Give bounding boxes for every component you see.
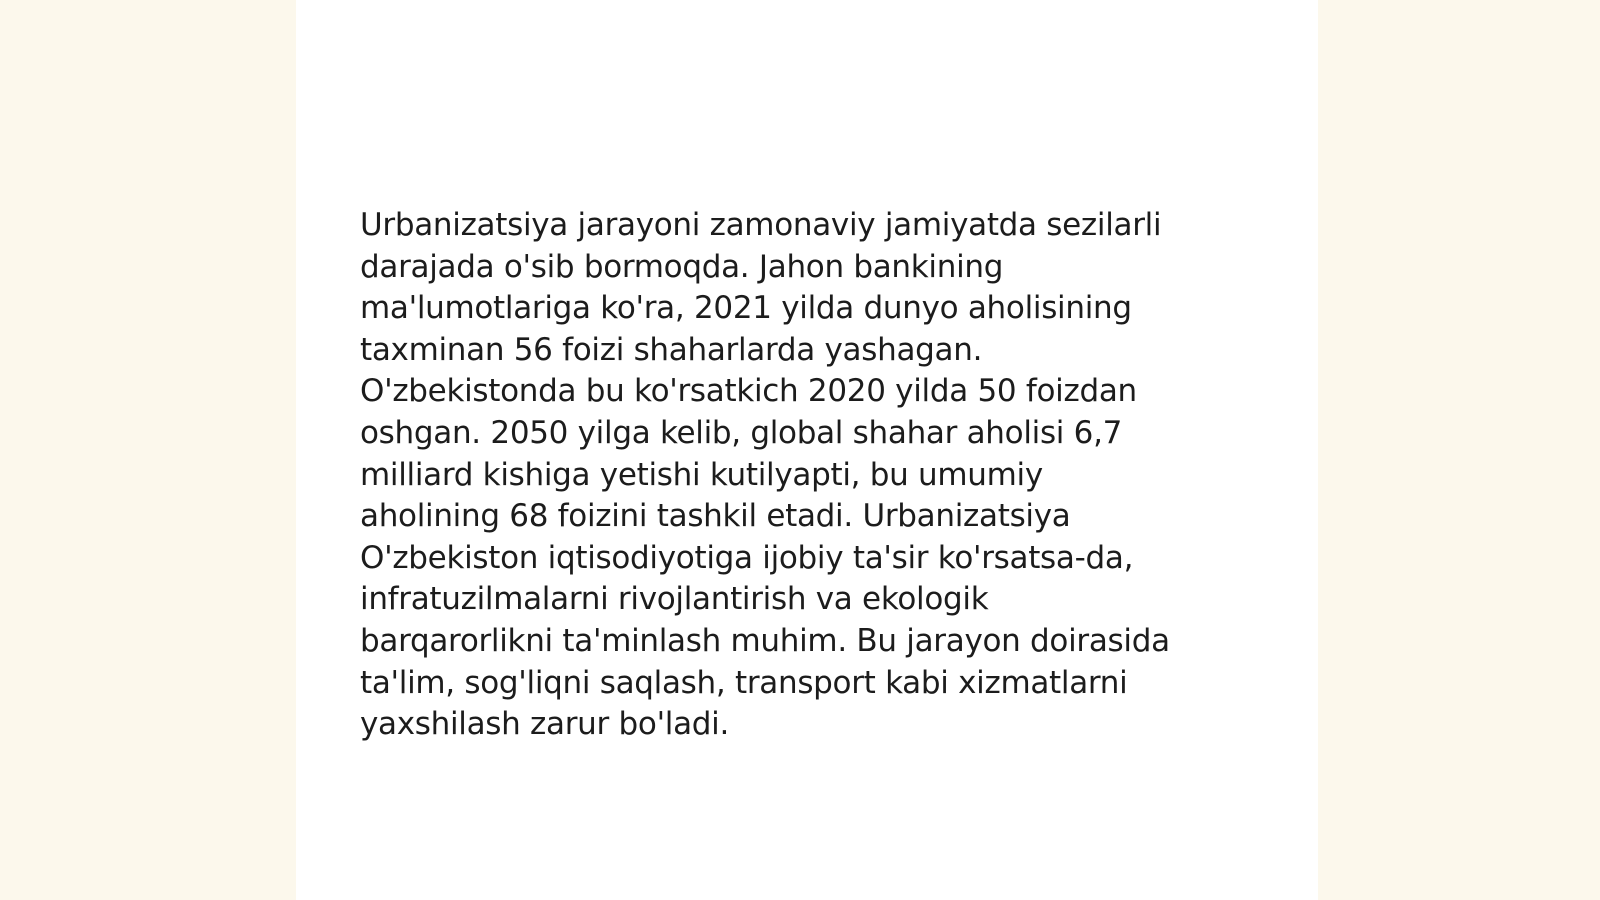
paragraph-line: yaxshilash zarur bo'ladi.: [360, 706, 730, 743]
document-page: [296, 0, 1318, 900]
paragraph-line: barqarorlikni ta'minlash muhim. Bu jarayon doirasida: [360, 622, 1170, 659]
paragraph-line: ma'lumotlariga ko'ra, 2021 yilda dunyo aholisining: [360, 290, 1132, 327]
paragraph-line: ta'lim, sog'liqni saqlash, transport kabi xizmatlarni: [360, 664, 1128, 701]
paragraph-line: aholining 68 foizini tashkil etadi. Urbanizatsiya: [360, 498, 1071, 535]
paragraph-line: milliard kishiga yetishi kutilyapti, bu umumiy: [360, 456, 1043, 493]
paragraph-line: O'zbekiston iqtisodiyotiga ijobiy ta'sir ko'rsatsa-da,: [360, 539, 1134, 576]
paragraph-line: infratuzilmalarni rivojlantirish va ekologik: [360, 581, 989, 618]
body-paragraph: [360, 205, 1240, 746]
paragraph-line: Urbanizatsiya jarayoni zamonaviy jamiyatda sezilarli: [360, 207, 1162, 243]
paragraph-line: taxminan 56 foizi shaharlarda yashagan.: [360, 331, 983, 368]
paragraph-line: darajada o'sib bormoqda. Jahon bankining: [360, 248, 1004, 285]
paragraph-line: oshgan. 2050 yilga kelib, global shahar aholisi 6,7: [360, 414, 1123, 451]
paragraph-line: O'zbekistonda bu ko'rsatkich 2020 yilda 50 foizdan: [360, 373, 1137, 410]
